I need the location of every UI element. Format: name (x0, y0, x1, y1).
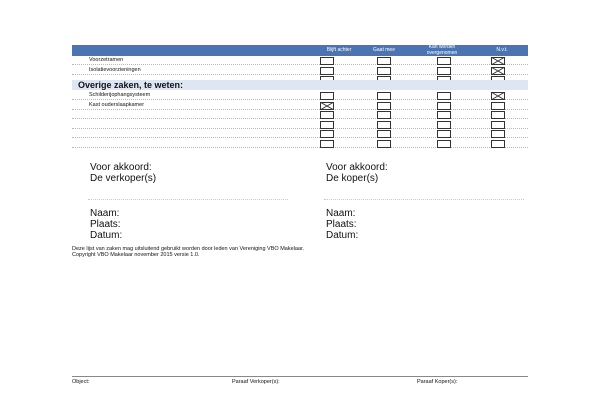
buyer-datum: Datum: (326, 230, 359, 241)
checkbox-blijft-achter[interactable] (320, 111, 334, 119)
checkbox-blijft-achter[interactable] (320, 92, 334, 100)
checkbox-gaat-mee[interactable] (377, 140, 391, 148)
buyer-akkoord: Voor akkoord: De koper(s) (326, 162, 388, 184)
object-label: Object: (72, 379, 90, 385)
checkbox-nvt[interactable] (491, 92, 505, 100)
row-label: Kast ouderslaapkamer (89, 101, 145, 108)
header-gaat-mee: Gaat mee (373, 47, 395, 53)
checkbox-overgenomen[interactable] (437, 102, 451, 110)
row-label: Voorzetramen (89, 57, 124, 63)
table-row (72, 56, 528, 65)
checkbox-gaat-mee[interactable] (377, 92, 391, 100)
checkbox-blijft-achter[interactable] (320, 102, 334, 110)
checkbox-nvt[interactable] (491, 102, 505, 110)
checkbox-overgenomen[interactable] (437, 111, 451, 119)
table-row (72, 120, 528, 129)
checkbox-nvt[interactable] (491, 57, 505, 65)
checkbox-nvt[interactable] (491, 140, 505, 148)
seller-akkoord: Voor akkoord: De verkoper(s) (90, 162, 157, 184)
header-blijft-achter: Blijft achter (326, 47, 352, 53)
checkbox-gaat-mee[interactable] (377, 111, 391, 119)
header-nvt: N.v.t. (496, 47, 508, 53)
paraaf-koper-label: Paraaf Koper(s): (417, 379, 458, 385)
seller-naam: Naam: (90, 208, 120, 219)
checkbox-gaat-mee[interactable] (377, 67, 391, 75)
table-row (72, 66, 528, 75)
paraaf-verkoper-label: Paraaf Verkoper(s): (232, 379, 280, 385)
checkbox-overgenomen[interactable] (437, 121, 451, 129)
seller-signature-line (88, 199, 288, 200)
seller-plaats: Plaats: (90, 219, 121, 230)
section-title: Overige zaken, te weten: (78, 80, 184, 90)
footer-note-usage: Deze lijst van zaken mag uitsluitend gebruikt worden door leden van Vereniging VBO Makelaar. (72, 246, 305, 252)
table-row (72, 110, 528, 119)
checkbox-nvt[interactable] (491, 111, 505, 119)
checkbox-gaat-mee[interactable] (377, 121, 391, 129)
section-overige-zaken (72, 80, 528, 90)
checkbox-nvt[interactable] (491, 130, 505, 138)
checkbox-gaat-mee[interactable] (377, 102, 391, 110)
checkbox-blijft-achter[interactable] (320, 140, 334, 148)
checkbox-gaat-mee[interactable] (377, 57, 391, 65)
checkbox-blijft-achter[interactable] (320, 57, 334, 65)
checkbox-blijft-achter[interactable] (320, 121, 334, 129)
footer-note-copyright: Copyright VBO Makelaar november 2015 versie 1.0. (72, 252, 200, 258)
buyer-details (326, 208, 358, 241)
header-kan-worden-overgenomen: Kan worden overgenomen (426, 44, 458, 56)
table-row (72, 91, 528, 100)
buyer-signature-line (324, 199, 524, 200)
table-row (72, 129, 528, 138)
table-row (72, 101, 528, 110)
bottom-bar (72, 376, 528, 386)
row-label: Schilderijophangsysteem (89, 92, 151, 98)
checkbox-nvt[interactable] (491, 121, 505, 129)
checkbox-gaat-mee[interactable] (377, 130, 391, 138)
table-header (72, 45, 528, 56)
checkbox-overgenomen[interactable] (437, 67, 451, 75)
buyer-plaats: Plaats: (326, 219, 357, 230)
seller-datum: Datum: (90, 230, 123, 241)
row-label: Isolatievoorzieningen (89, 66, 141, 73)
checkbox-blijft-achter[interactable] (320, 130, 334, 138)
seller-details (90, 208, 122, 241)
checkbox-overgenomen[interactable] (437, 140, 451, 148)
checkbox-overgenomen[interactable] (437, 92, 451, 100)
checkbox-overgenomen[interactable] (437, 130, 451, 138)
checkbox-nvt[interactable] (491, 67, 505, 75)
buyer-naam: Naam: (326, 208, 356, 219)
table-row (72, 139, 528, 148)
checkbox-overgenomen[interactable] (437, 57, 451, 65)
checkbox-blijft-achter[interactable] (320, 67, 334, 75)
